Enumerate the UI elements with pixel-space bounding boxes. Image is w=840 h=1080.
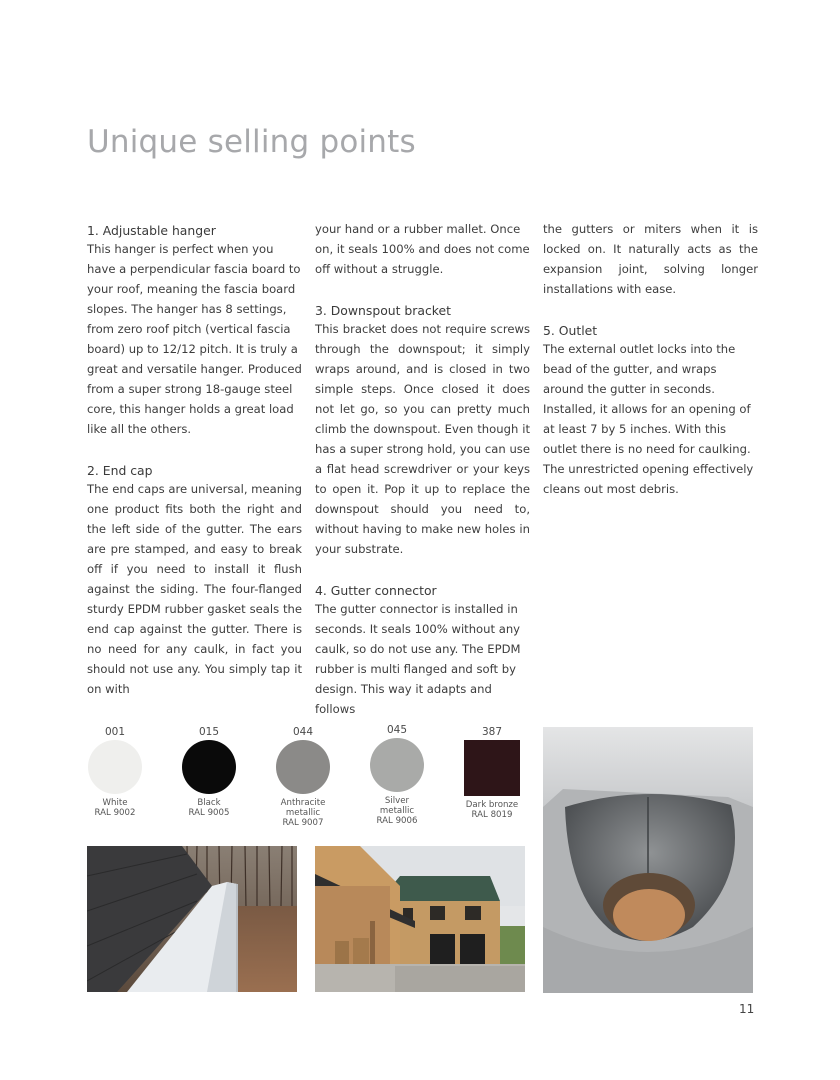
swatch-ral: RAL 9007 (282, 818, 324, 828)
page-number: 11 (739, 1002, 755, 1016)
swatch-name: Black (197, 798, 221, 808)
barn-house-image (315, 846, 525, 992)
photo-gutter-on-roof (87, 846, 297, 992)
swatch-name: Anthracite metallic (280, 798, 326, 818)
gutter-roof-image (87, 846, 297, 992)
swatch-chip (464, 740, 520, 796)
swatch-black (169, 724, 249, 818)
section-heading: 1. Adjustable hanger (87, 223, 216, 238)
swatch-code: 387 (481, 726, 503, 738)
swatch-white (75, 724, 155, 818)
outlet-closeup-image (543, 727, 753, 993)
swatch-name: White (102, 798, 128, 808)
section-spacer (315, 559, 530, 579)
section-heading: 3. Downspout bracket (315, 303, 452, 318)
swatch-dark-bronze (452, 724, 532, 820)
swatch-code: 001 (104, 726, 126, 738)
section-spacer (543, 299, 758, 319)
swatch-code: 045 (386, 724, 408, 736)
section-heading: 2. End cap (87, 463, 153, 478)
swatch-ral: RAL 9006 (376, 816, 418, 826)
swatch-code: 044 (292, 726, 314, 738)
swatch-ral: RAL 9005 (188, 808, 230, 818)
section-paragraph: The end caps are universal, meaning one product fits both the right and the left side of the gutter. The ears are pre stamped, and easy to break off if you need to install it flush against the siding. The four-flanged sturdy EPDM rubber gasket seals the end cap against the gutter. There is no need for any caulk, in fact you should not use any. You simply tap it on with (87, 482, 302, 696)
swatch-chip (182, 740, 236, 794)
section-paragraph: the gutters or miters when it is locked on. It naturally acts as the expansion joint, solving longer installations with ease. (543, 222, 758, 296)
section-heading: 5. Outlet (543, 323, 598, 338)
section-spacer (87, 439, 302, 459)
page-title: Unique selling points (87, 124, 416, 160)
swatch-anthracite (263, 724, 343, 828)
section-spacer (315, 279, 530, 299)
section-heading: 4. Gutter connector (315, 583, 437, 598)
swatch-silver (357, 722, 437, 826)
swatch-chip (370, 738, 424, 792)
swatch-chip (276, 740, 330, 794)
section-paragraph: This hanger is perfect when you have a perpendicular fascia board to your roof, meaning the fascia board slopes. The hanger has 8 settings, from zero roof pitch (vertical fascia board) up to 12/12 pitch. It is truly a great and versatile hanger. Produced from a super strong 18-gauge steel core, this hanger holds a great load like all the others. (87, 242, 302, 436)
text-column-2 (315, 219, 530, 719)
swatch-name: Silver metallic (379, 796, 415, 816)
swatch-code: 015 (198, 726, 220, 738)
section-paragraph: This bracket does not require screws through the downspout; it simply wraps around, and is closed in two simple steps. Once closed it does not let go, so you can pretty much climb the downspout. Even though it has a super strong hold, you can use a flat head screwdriver or your keys to open it. Pop it up to replace the downspout should you need to, without having to make new holes in your substrate. (315, 322, 530, 556)
swatch-name: Dark bronze (465, 800, 519, 810)
section-paragraph: your hand or a rubber mallet. Once on, it seals 100% and does not come off without a struggle. (315, 222, 530, 276)
photo-barn-house (315, 846, 525, 992)
swatch-chip (88, 740, 142, 794)
swatch-ral: RAL 9002 (94, 808, 136, 818)
text-column-3 (543, 219, 758, 499)
photo-outlet-closeup (543, 727, 753, 993)
text-column-1 (87, 219, 302, 699)
swatch-ral: RAL 8019 (471, 810, 513, 820)
section-paragraph: The external outlet locks into the bead of the gutter, and wraps around the gutter in seconds. Installed, it allows for an opening of at least 7 by 5 inches. With this outlet there is no need for caulking. The unrestricted opening effectively cleans out most debris. (543, 342, 754, 496)
section-paragraph: The gutter connector is installed in seconds. It seals 100% without any caulk, so do not use any. The EPDM rubber is multi flanged and soft by design. This way it adapts and follows (315, 602, 521, 716)
